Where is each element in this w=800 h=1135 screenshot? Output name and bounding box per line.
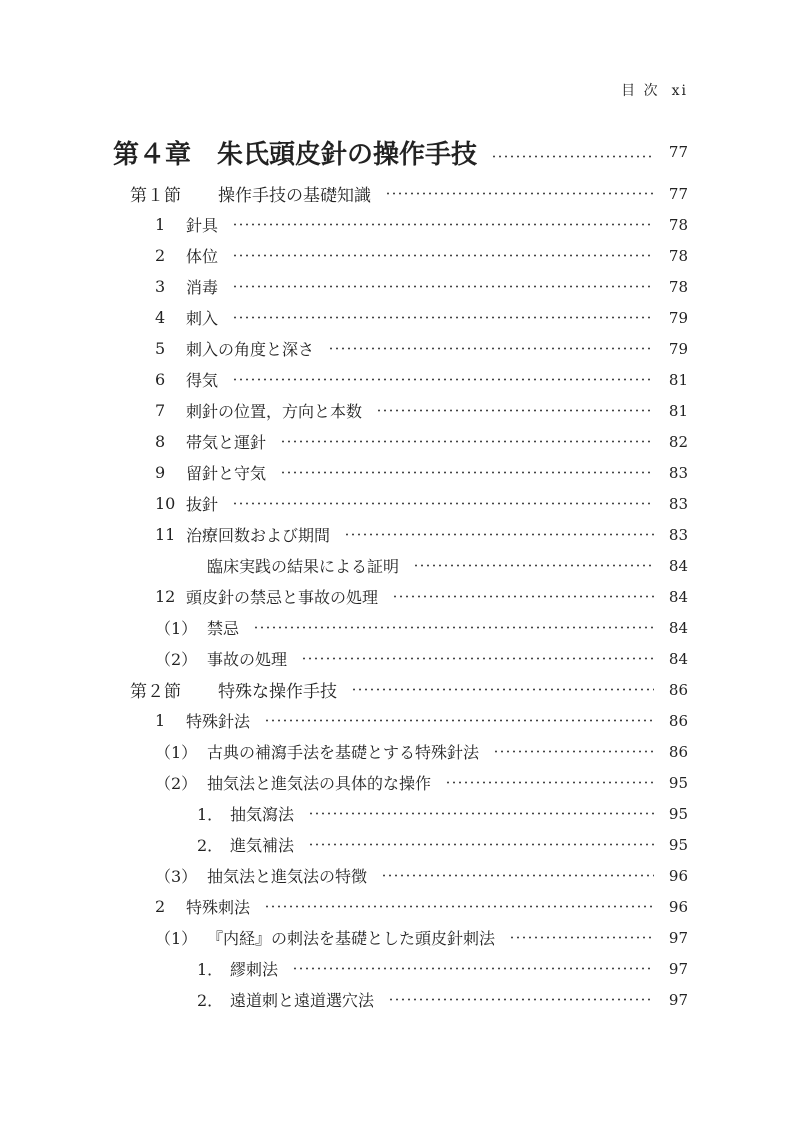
- entry-page: 83: [668, 463, 688, 482]
- entry-number: 7: [155, 401, 166, 420]
- entry-title: 抜針: [186, 495, 219, 514]
- entry-title: 刺針の位置，方向と本数: [186, 402, 363, 421]
- entry-number: 1．: [197, 805, 224, 824]
- entry-title: 操作手技の基礎知識: [218, 186, 371, 206]
- entry-page: 95: [668, 835, 688, 854]
- toc-chapter-entry[interactable]: [113, 134, 688, 170]
- toc-entry[interactable]: [0, 643, 688, 674]
- toc-entry[interactable]: [0, 736, 688, 767]
- entry-page: 84: [668, 556, 688, 575]
- entry-page: 78: [668, 215, 688, 234]
- entry-number: 2: [155, 246, 166, 265]
- dot-leader: [351, 688, 654, 691]
- entry-number: 3: [155, 277, 166, 296]
- entry-page: 83: [668, 525, 688, 544]
- toc-entry[interactable]: [0, 395, 688, 426]
- entry-page: 83: [668, 494, 688, 513]
- entry-number: 4: [155, 308, 166, 327]
- toc-entry[interactable]: [0, 767, 688, 798]
- entry-page: 79: [668, 308, 688, 327]
- entry-number: 2．: [197, 991, 224, 1010]
- dot-leader: [292, 967, 654, 970]
- entry-title: 刺入の角度と深さ: [186, 340, 315, 359]
- dot-leader: [385, 192, 654, 195]
- toc-entry[interactable]: [0, 488, 688, 519]
- entry-title: 古典の補瀉手法を基礎とする特殊針法: [207, 743, 480, 762]
- entry-number: （1）: [155, 743, 198, 762]
- entry-title: 特殊な操作手技: [218, 682, 337, 702]
- entry-title: 遠道刺と遠道選穴法: [230, 991, 375, 1010]
- dot-leader: [493, 750, 654, 753]
- toc-entry[interactable]: [0, 891, 688, 922]
- entry-number: （2）: [155, 650, 198, 669]
- entry-number: 1: [155, 711, 166, 730]
- entry-title: 体位: [186, 247, 219, 266]
- entry-page: 84: [668, 618, 688, 637]
- dot-leader: [264, 719, 654, 722]
- entry-page: 97: [668, 959, 688, 978]
- entry-page: 96: [668, 897, 688, 916]
- toc-entry[interactable]: [0, 922, 688, 953]
- entry-title: 事故の処理: [207, 650, 288, 669]
- entry-number: 1: [155, 215, 166, 234]
- entry-page: 82: [668, 432, 688, 451]
- entry-page: 86: [668, 711, 688, 730]
- toc-entry[interactable]: [0, 829, 688, 860]
- entry-title: 消毒: [186, 278, 219, 297]
- dot-leader: [509, 936, 654, 939]
- toc-entry[interactable]: [0, 209, 688, 240]
- entry-title: 帯気と運針: [186, 433, 267, 452]
- toc-list: [0, 178, 688, 1015]
- dot-leader: [344, 533, 654, 536]
- dot-leader: [232, 223, 654, 226]
- toc-entry[interactable]: [0, 333, 688, 364]
- entry-page: 97: [668, 990, 688, 1009]
- entry-page: 81: [668, 370, 688, 389]
- entry-number: 2: [155, 897, 166, 916]
- chapter-page: 77: [668, 143, 688, 161]
- chapter-title: 朱氏頭皮針の操作手技: [217, 139, 478, 170]
- dot-leader: [308, 812, 654, 815]
- toc-section-entry[interactable]: [0, 178, 688, 209]
- dot-leader: [253, 626, 654, 629]
- entry-number: 10: [155, 494, 176, 513]
- entry-title: 抽気法と進気法の特徴: [207, 867, 368, 886]
- entry-page: 86: [668, 680, 688, 699]
- toc-entry[interactable]: [0, 457, 688, 488]
- toc-entry[interactable]: [0, 364, 688, 395]
- toc-entry[interactable]: [0, 612, 688, 643]
- entry-page: 77: [668, 184, 688, 203]
- toc-entry[interactable]: [0, 581, 688, 612]
- toc-entry[interactable]: [0, 705, 688, 736]
- entry-number: 2．: [197, 836, 224, 855]
- entry-title: 臨床実践の結果による証明: [207, 557, 400, 576]
- dot-leader: [280, 471, 654, 474]
- dot-leader: [392, 595, 654, 598]
- entry-page: 96: [668, 866, 688, 885]
- dot-leader: [232, 378, 654, 381]
- entry-title: 針具: [186, 216, 219, 235]
- entry-page: 81: [668, 401, 688, 420]
- dot-leader: [264, 905, 654, 908]
- toc-entry[interactable]: [0, 953, 688, 984]
- entry-title: 留針と守気: [186, 464, 267, 483]
- entry-number: 6: [155, 370, 166, 389]
- entry-number: 5: [155, 339, 166, 358]
- entry-number: （1）: [155, 929, 198, 948]
- dot-leader: [232, 254, 654, 257]
- dot-leader: [445, 781, 654, 784]
- entry-number: 11: [155, 525, 176, 544]
- toc-entry[interactable]: [0, 519, 688, 550]
- running-header: [609, 80, 688, 100]
- entry-number: 12: [155, 587, 176, 606]
- toc-entry[interactable]: [0, 550, 688, 581]
- entry-title: 進気補法: [230, 836, 295, 855]
- entry-page: 86: [668, 742, 688, 761]
- entry-number: 第２節: [130, 682, 181, 702]
- dot-leader: [381, 874, 654, 877]
- dot-leader: [328, 347, 654, 350]
- entry-number: （2）: [155, 774, 198, 793]
- entry-page: 97: [668, 928, 688, 947]
- entry-page: 84: [668, 649, 688, 668]
- entry-title: 特殊刺法: [186, 898, 251, 917]
- entry-number: 1．: [197, 960, 224, 979]
- entry-page: 79: [668, 339, 688, 358]
- dot-leader: [232, 285, 654, 288]
- dot-leader: [232, 316, 654, 319]
- entry-title: 『内経』の刺法を基礎とした頭皮針刺法: [207, 929, 496, 948]
- entry-title: 抽気法と進気法の具体的な操作: [207, 774, 432, 793]
- toc-entry[interactable]: [0, 240, 688, 271]
- entry-title: 禁忌: [207, 619, 240, 638]
- entry-page: 95: [668, 804, 688, 823]
- header-title: 目 次: [621, 83, 660, 99]
- dot-leader: [388, 998, 654, 1001]
- entry-number: 9: [155, 463, 166, 482]
- chapter-number: 第４章: [113, 139, 192, 170]
- entry-number: 第１節: [130, 186, 181, 206]
- entry-page: 78: [668, 277, 688, 296]
- dot-leader: [280, 440, 654, 443]
- dot-leader: [301, 657, 654, 660]
- dot-leader: [308, 843, 654, 846]
- toc-entry[interactable]: [0, 984, 688, 1015]
- entry-title: 治療回数および期間: [186, 526, 331, 545]
- toc-entry[interactable]: [0, 860, 688, 891]
- toc-entry[interactable]: [0, 302, 688, 333]
- entry-number: 8: [155, 432, 166, 451]
- dot-leader: [376, 409, 654, 412]
- dot-leader: [491, 155, 654, 158]
- entry-page: 95: [668, 773, 688, 792]
- entry-page: 84: [668, 587, 688, 606]
- toc-entry[interactable]: [0, 271, 688, 302]
- entry-page: 78: [668, 246, 688, 265]
- toc-entry[interactable]: [0, 798, 688, 829]
- chapter-heading: [113, 134, 477, 171]
- toc-entry[interactable]: [0, 426, 688, 457]
- entry-number: （3）: [155, 867, 198, 886]
- entry-title: 頭皮針の禁忌と事故の処理: [186, 588, 379, 607]
- dot-leader: [413, 564, 654, 567]
- toc-section-entry[interactable]: [0, 674, 688, 705]
- entry-title: 特殊針法: [186, 712, 251, 731]
- entry-title: 抽気瀉法: [230, 805, 295, 824]
- entry-title: 得気: [186, 371, 219, 390]
- entry-number: （1）: [155, 619, 198, 638]
- dot-leader: [232, 502, 654, 505]
- header-page-number: xi: [671, 83, 688, 99]
- entry-title: 繆刺法: [230, 960, 279, 979]
- entry-title: 刺入: [186, 309, 219, 328]
